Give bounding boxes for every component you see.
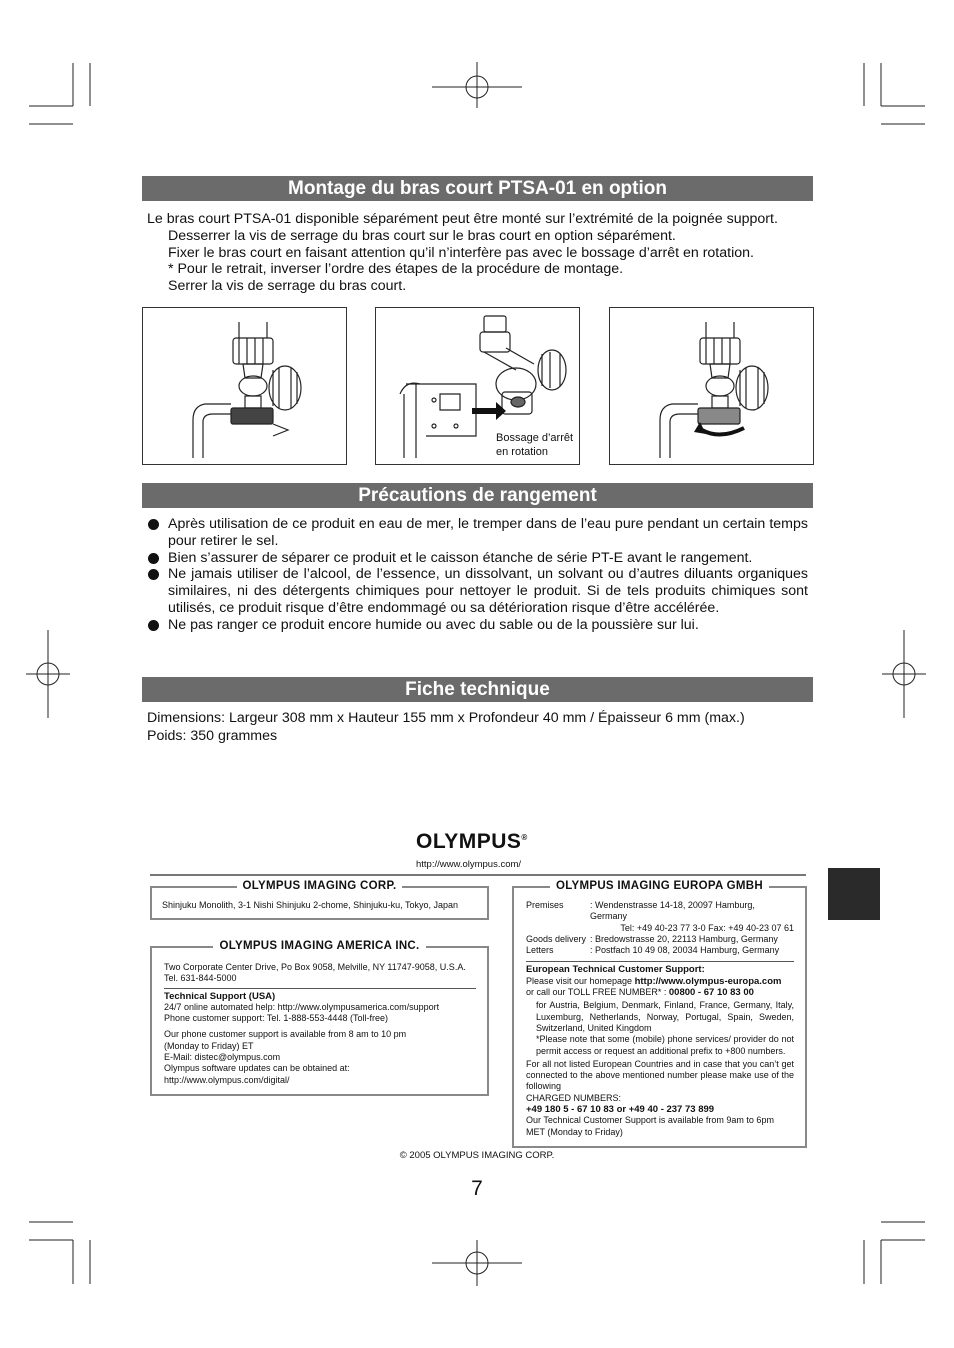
- address-value: : Wendenstrasse 14-18, 20097 Hamburg, Germany: [590, 900, 755, 922]
- toll-free-number: 00800 - 67 10 83 00: [668, 987, 754, 999]
- spec-block: [147, 710, 745, 745]
- support-line: E-Mail: distec@olympus.com: [164, 1052, 281, 1063]
- spec-weight: Poids: 350 grammes: [147, 727, 278, 744]
- figure-step-1: [142, 307, 347, 465]
- address-line: Two Corporate Center Drive, Po Box 9058, Melville, NY 11747-9058, U.S.A.: [164, 962, 466, 972]
- precautions-list: [146, 516, 808, 634]
- support-line: 24/7 online automated help: http://www.olympusamerica.com/support: [164, 1001, 440, 1012]
- address-key: Goods delivery: [526, 933, 587, 944]
- america-title: OLYMPUS IMAGING AMERICA INC.: [152, 939, 487, 953]
- bullet-icon: [148, 553, 159, 564]
- list-item: Ne jamais utiliser de l’alcool, de l’essence, un dissolvant, un solvant ou d’autres diluants organiques similaires, ni des détergents chimiques pour nettoyer le produit. Si de tels produits chimiques sont utilisés, ce produit risque d’être endommagé ou sa détérioration risque d’être accélérée.: [146, 566, 808, 616]
- step-line: Fixer le bras court en faisant attention qu’il n’interfère pas avec le bossage d’arrêt en rotation.: [168, 244, 754, 261]
- brand-url: http://www.olympus.com/: [416, 859, 522, 870]
- list-item: Ne pas ranger ce produit encore humide ou avec du sable ou de la poussière sur lui.: [146, 617, 808, 634]
- america-box: [150, 940, 489, 1096]
- support-line: http://www.olympus.com/digital/: [164, 1074, 290, 1085]
- europa-box: [512, 880, 807, 1148]
- figure-label-line: en rotation: [496, 446, 548, 458]
- address-line: Tel. 631-844-5000: [164, 973, 237, 984]
- america-content: [164, 962, 476, 1086]
- figure-step-2: [375, 307, 580, 465]
- figure-label-line: Bossage d’arrêt: [496, 432, 574, 444]
- europa-content: Premises : Wendenstrasse 14-18, 20097 Hamburg, Germany Tel: +49 40-23 77 3-0 Fax: +49 40-23 07 61 Goods delivery : Bredowstrasse 20, 22113 Hamburg, Germany Letters : Postfach 10 49 08, 20034 Hamburg, Germany European Technical Customer Support: Please visit our homepage http://www.olympus-europa.com or call our TOLL FREE NUMBER* : 00800 - 67 10 83 00 for Austria, Belgium, Denmark, Finland, France, Germany, Italy, Luxemburg, Netherlands, Norway, Portugal, Spain, Sweden, Switzerland, United Kingdom *Please note that some (mobile) phone services/ provider do not permit access or request an additional prefix to +800 numbers. For all not listed European Countries and in case that you can’t get connected to the above mentioned number please make use of the following CHARGED NUMBERS: +49 180 5 - 67 10 83 or +49 40 - 237 73 899 Our Technical Customer Support is available from 9am to 6pm MET (Monday to Friday): [526, 900, 794, 1137]
- bullet-icon: [148, 569, 159, 580]
- bullet-icon: [148, 620, 159, 631]
- olympus-logo: OLYMPUS®: [416, 830, 528, 853]
- spec-dimensions: Dimensions: Largeur 308 mm x Hauteur 155 mm x Profondeur 40 mm / Épaisseur 6 mm (max.): [147, 710, 745, 726]
- address-key: Letters: [526, 945, 554, 956]
- page-number: 7: [471, 1177, 483, 1200]
- support-line: Olympus software updates can be obtained at:: [164, 1063, 350, 1074]
- section-title-precautions: Précautions de rangement: [142, 483, 813, 508]
- support-line: For all not listed European Countries and in case that you can’t get connected to the above mentioned number please make use of the following: [526, 1058, 794, 1092]
- page-tab-marker: [828, 868, 880, 920]
- country-list: for Austria, Belgium, Denmark, Finland, France, Germany, Italy, Luxemburg, Netherlands, Norway, Portugal, Spain, Sweden, Switzerland, United Kingdom: [536, 1000, 794, 1033]
- address-value: Tel: +49 40-23 77 3-0 Fax: +49 40-23 07 61: [620, 922, 794, 933]
- arm-illustration-3: [610, 308, 813, 464]
- section-title-fiche-technique: Fiche technique: [142, 677, 813, 702]
- corp-title: OLYMPUS IMAGING CORP.: [152, 879, 487, 893]
- europa-title: OLYMPUS IMAGING EUROPA GMBH: [514, 879, 805, 893]
- charged-numbers: +49 180 5 - 67 10 83 or +49 40 - 237 73 899: [526, 1104, 715, 1116]
- europa-url: http://www.olympus-europa.com: [634, 975, 782, 987]
- section-title-montage: Montage du bras court PTSA-01 en option: [142, 176, 813, 201]
- arm-illustration-1: [143, 308, 346, 464]
- step-line: Serrer la vis de serrage du bras court.: [168, 278, 407, 295]
- address-key: Premises: [526, 900, 564, 910]
- list-item: Bien s’assurer de séparer ce produit et le caisson étanche de série PT-E avant le rangement.: [146, 550, 808, 567]
- support-line: Our Technical Customer Support is available from 9am to 6pm MET (Monday to Friday): [526, 1115, 774, 1137]
- support-title: European Technical Customer Support:: [526, 964, 705, 976]
- support-line: Our phone customer support is available from 8 am to 10 pm: [164, 1029, 407, 1040]
- montage-instructions: [147, 211, 778, 295]
- note-line: * Pour le retrait, inverser l’ordre des étapes de la procédure de montage.: [168, 261, 624, 278]
- support-title: Technical Support (USA): [164, 990, 276, 1002]
- divider: [150, 874, 806, 876]
- address-value: : Bredowstrasse 20, 22113 Hamburg, Germany: [590, 933, 778, 944]
- address-value: : Postfach 10 49 08, 20034 Hamburg, Germany: [590, 945, 780, 956]
- corp-box: [150, 880, 489, 920]
- support-line: CHARGED NUMBERS:: [526, 1092, 622, 1103]
- note-line: *Please note that some (mobile) phone services/ provider do not permit access or request an additional prefix to +800 numbers.: [536, 1034, 794, 1056]
- bullet-icon: [148, 519, 159, 530]
- intro-line: Le bras court PTSA-01 disponible séparément peut être monté sur l’extrémité de la poignée support.: [147, 211, 778, 227]
- list-item: Après utilisation de ce produit en eau de mer, le tremper dans de l’eau pure pendant un certain temps pour retirer le sel.: [146, 516, 808, 550]
- figure-step-3: [609, 307, 814, 465]
- step-line: Desserrer la vis de serrage du bras court sur le bras court en option séparément.: [168, 227, 676, 244]
- copyright: © 2005 OLYMPUS IMAGING CORP.: [399, 1150, 555, 1161]
- support-line: Phone customer support: Tel. 1-888-553-4448 (Toll-free): [164, 1013, 388, 1024]
- support-line: (Monday to Friday) ET: [164, 1040, 254, 1051]
- figure-label: [496, 431, 573, 459]
- corp-address: Shinjuku Monolith, 3-1 Nishi Shinjuku 2-chome, Shinjuku-ku, Tokyo, Japan: [162, 900, 458, 910]
